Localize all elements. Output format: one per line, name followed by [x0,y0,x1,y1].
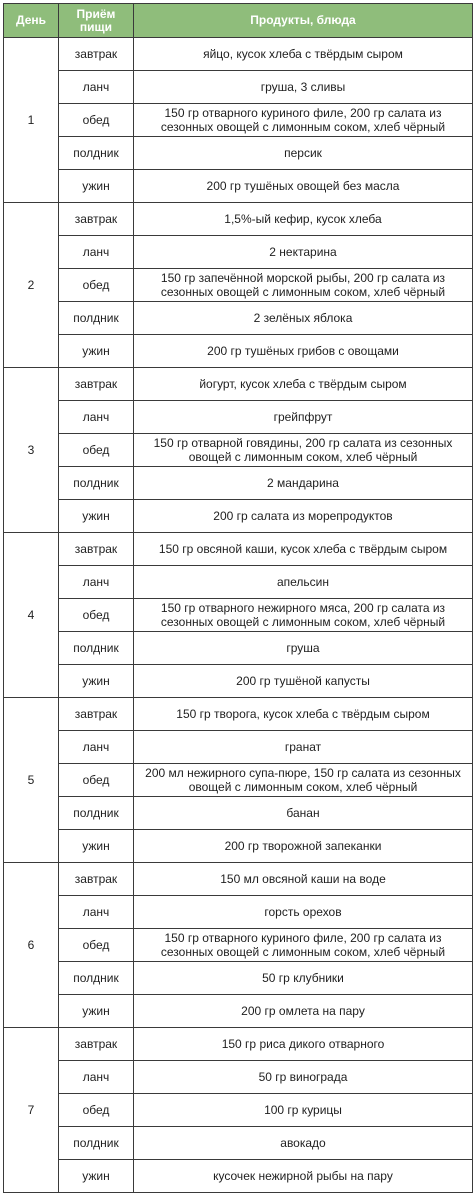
meal-name: обед [59,269,134,302]
header-row [4,4,473,38]
meal-name: ланч [59,236,134,269]
meal-food: йогурт, кусок хлеба с твёрдым сыром [134,368,473,401]
table-row [4,566,473,599]
day-number: 3 [4,368,59,533]
meal-food: 1,5%-ый кефир, кусок хлеба [134,203,473,236]
day-number: 1 [4,38,59,203]
meal-food: 150 гр риса дикого отварного [134,1028,473,1061]
meal-name: ланч [59,896,134,929]
meal-food: персик [134,137,473,170]
meal-food: 150 гр отварного куриного филе, 200 гр салата из сезонных овощей с лимонным соком, хлеб чёрный [134,104,473,137]
table-row [4,401,473,434]
meal-food: 2 нектарина [134,236,473,269]
table-row [4,203,473,236]
meal-food: 200 гр тушёных грибов с овощами [134,335,473,368]
meal-name: полдник [59,467,134,500]
meal-food: грейпфрут [134,401,473,434]
meal-name: завтрак [59,698,134,731]
table-row [4,962,473,995]
meal-name: обед [59,434,134,467]
day-number: 7 [4,1028,59,1193]
meal-food: 200 гр тушёной капусты [134,665,473,698]
table-row [4,500,473,533]
table-row [4,731,473,764]
header-day: День [4,4,59,38]
meal-food: авокадо [134,1127,473,1160]
meal-food: 200 гр тушёных овощей без масла [134,170,473,203]
table-row [4,764,473,797]
meal-food: апельсин [134,566,473,599]
meal-name: полдник [59,1127,134,1160]
meal-name: ланч [59,71,134,104]
table-row [4,797,473,830]
table-row [4,929,473,962]
day-number: 4 [4,533,59,698]
meal-food: груша, 3 сливы [134,71,473,104]
meal-name: завтрак [59,38,134,71]
meal-food: 50 гр винограда [134,1061,473,1094]
table-row [4,665,473,698]
table-row [4,863,473,896]
day-number: 5 [4,698,59,863]
meal-name: завтрак [59,533,134,566]
meal-name: ланч [59,731,134,764]
meal-food: 150 гр творога, кусок хлеба с твёрдым сыром [134,698,473,731]
meal-name: завтрак [59,203,134,236]
meal-name: ланч [59,1061,134,1094]
table-row [4,170,473,203]
meal-name: ужин [59,170,134,203]
table-row [4,1028,473,1061]
meal-food: горсть орехов [134,896,473,929]
meal-name: полдник [59,302,134,335]
meal-food: 150 мл овсяной каши на воде [134,863,473,896]
table-row [4,335,473,368]
meal-name: завтрак [59,1028,134,1061]
table-row [4,1127,473,1160]
header-food: Продукты, блюда [134,4,473,38]
meal-food: 150 гр запечённой морской рыбы, 200 гр салата из сезонных овощей с лимонным соком, хлеб чёрный [134,269,473,302]
meal-food: 150 гр отварной говядины, 200 гр салата из сезонных овощей с лимонным соком, хлеб чёрный [134,434,473,467]
meal-food: яйцо, кусок хлеба с твёрдым сыром [134,38,473,71]
meal-food: 200 гр салата из морепродуктов [134,500,473,533]
meal-name: обед [59,599,134,632]
table-row [4,1061,473,1094]
meal-name: полдник [59,632,134,665]
header-meal-label: Приём пищи [76,6,116,34]
meal-food: 150 гр отварного куриного филе, 200 гр салата из сезонных овощей с лимонным соком, хлеб чёрный [134,929,473,962]
meal-name: обед [59,764,134,797]
meal-food: 200 мл нежирного супа-пюре, 150 гр салата из сезонных овощей с лимонным соком, хлеб чёрный [134,764,473,797]
table-row [4,137,473,170]
table-row [4,632,473,665]
meal-name: обед [59,929,134,962]
meal-name: ланч [59,401,134,434]
table-row [4,533,473,566]
meal-food: 100 гр курицы [134,1094,473,1127]
meal-name: ужин [59,335,134,368]
day-number: 2 [4,203,59,368]
meal-food: 200 гр омлета на пару [134,995,473,1028]
meal-name: ланч [59,566,134,599]
day-number: 6 [4,863,59,1028]
table-row [4,104,473,137]
meal-name: полдник [59,137,134,170]
meal-name: обед [59,1094,134,1127]
meal-name: ужин [59,1160,134,1193]
meal-food: 150 гр отварного нежирного мяса, 200 гр салата из сезонных овощей с лимонным соком, хлеб чёрный [134,599,473,632]
table-row [4,896,473,929]
meal-name: завтрак [59,368,134,401]
meal-food: банан [134,797,473,830]
meal-food: 2 зелёных яблока [134,302,473,335]
table-row [4,269,473,302]
table-row [4,599,473,632]
meal-name: ужин [59,995,134,1028]
table-row [4,368,473,401]
meal-name: обед [59,104,134,137]
meal-plan-table [3,3,473,1193]
table-row [4,236,473,269]
table-row [4,830,473,863]
meal-name: завтрак [59,863,134,896]
table-row [4,71,473,104]
meal-name: ужин [59,830,134,863]
table-row [4,434,473,467]
meal-name: ужин [59,665,134,698]
table-row [4,1160,473,1193]
meal-name: ужин [59,500,134,533]
meal-food: 50 гр клубники [134,962,473,995]
meal-food: 150 гр овсяной каши, кусок хлеба с твёрдым сыром [134,533,473,566]
table-row [4,1094,473,1127]
table-header [4,4,473,38]
table-row [4,698,473,731]
meal-plan-body [4,38,473,1193]
meal-food: 2 мандарина [134,467,473,500]
meal-food: гранат [134,731,473,764]
meal-food: 200 гр творожной запеканки [134,830,473,863]
meal-name: полдник [59,962,134,995]
meal-name: полдник [59,797,134,830]
header-meal [59,4,134,38]
meal-food: кусочек нежирной рыбы на пару [134,1160,473,1193]
table-row [4,995,473,1028]
table-row [4,38,473,71]
table-row [4,467,473,500]
meal-food: груша [134,632,473,665]
table-row [4,302,473,335]
